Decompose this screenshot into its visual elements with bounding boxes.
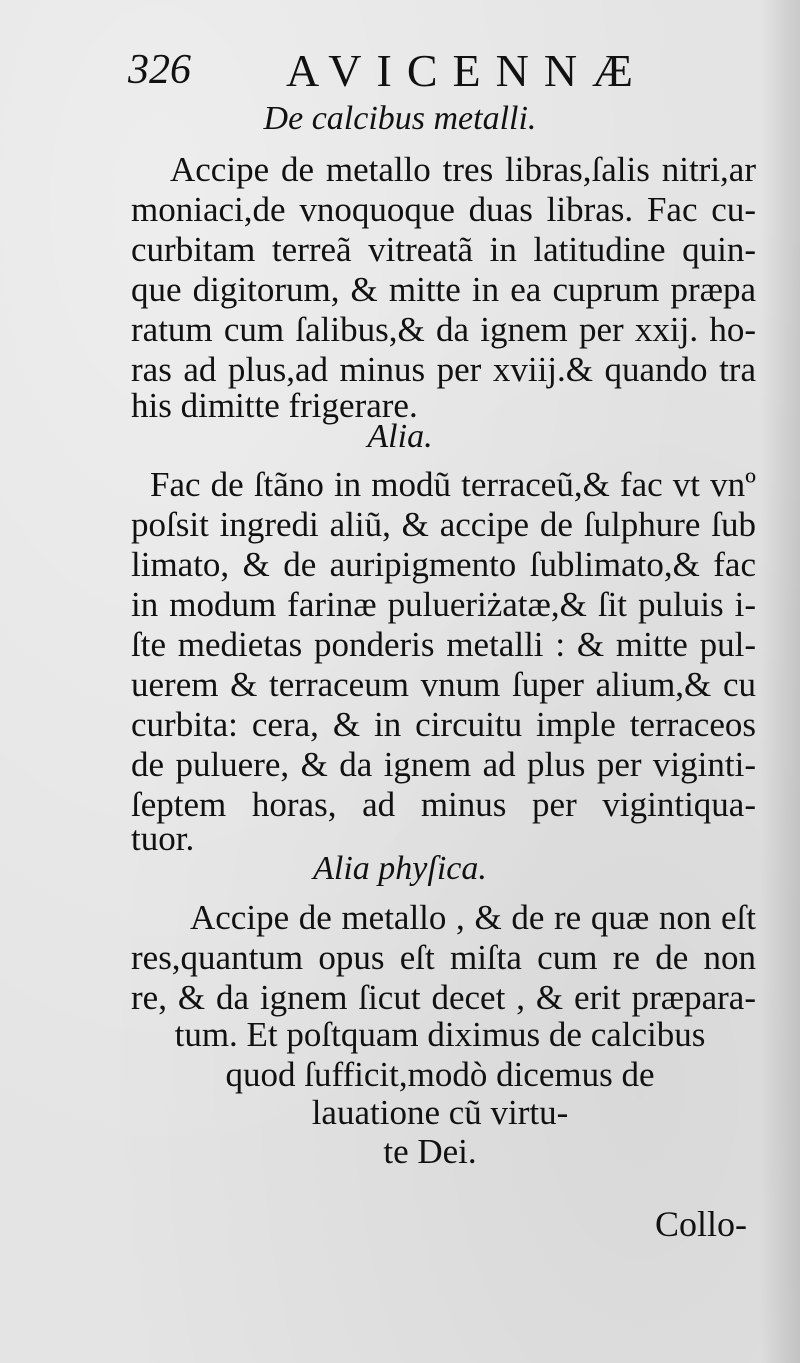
text-line: ſte medietas ponderis metalli : & mitte pul- (131, 625, 756, 664)
text-line: tuor. (131, 819, 195, 858)
text-line: quod ſufficit,modò dicemus de (225, 1055, 655, 1094)
text-line: curbitam terreã vitreatã in latitudine quin- (131, 230, 756, 269)
text-line: his dimitte frigerare. (131, 386, 418, 425)
text-line: curbita: cera, & in circuitu imple terraceos (131, 705, 756, 744)
text-line: que digitorum, & mitte in ea cuprum præpa (131, 270, 756, 309)
text-line: limato, & de auripigmento ſublimato,& fac (131, 545, 756, 584)
section-heading: Alia. (367, 418, 433, 455)
section-heading: Alia phyſica. (313, 850, 487, 887)
text-line: moniaci,de vnoquoque duas libras. Fac cu- (131, 190, 756, 229)
text-line: tum. Et poſtquam diximus de calcibus (174, 1015, 706, 1054)
text-line: re, & da ignem ſicut decet , & erit præpara- (131, 978, 756, 1017)
text-line: te Dei. (383, 1132, 477, 1171)
text-line: ras ad plus,ad minus per xviij.& quando tra (131, 350, 756, 389)
text-line: lauatione cũ virtu- (311, 1093, 569, 1132)
text-line: ratum cum ſalibus,& da ignem per xxij. ho- (131, 310, 756, 349)
text-line: res,quantum opus eſt miſta cum re de non (131, 938, 756, 977)
running-head (128, 40, 668, 100)
text-line: Accipe de metallo tres libras,ſalis nitri,ar (170, 150, 756, 189)
text-line: poſsit ingredi aliũ, & accipe de ſulphure ſub (131, 505, 756, 544)
text-line: uerem & terraceum vnum ſuper alium,& cu (131, 665, 756, 704)
text-line: Fac de ſtãno in modũ terraceũ,& fac vt vnº (150, 465, 756, 504)
running-title: AVICENNÆ (286, 45, 648, 96)
page-number: 326 (128, 47, 191, 93)
text-line: Accipe de metallo , & de re quæ non eſt (190, 898, 756, 937)
catchword: Collo- (655, 1204, 748, 1244)
text-line: ſeptem horas, ad minus per vigintiqua- (131, 785, 756, 824)
text-line: de puluere, & da ignem ad plus per viginti- (131, 745, 756, 784)
section-heading: De calcibus metalli. (263, 100, 537, 137)
text-line: in modum farinæ pulueriżatæ,& ſit puluis i- (131, 585, 756, 624)
